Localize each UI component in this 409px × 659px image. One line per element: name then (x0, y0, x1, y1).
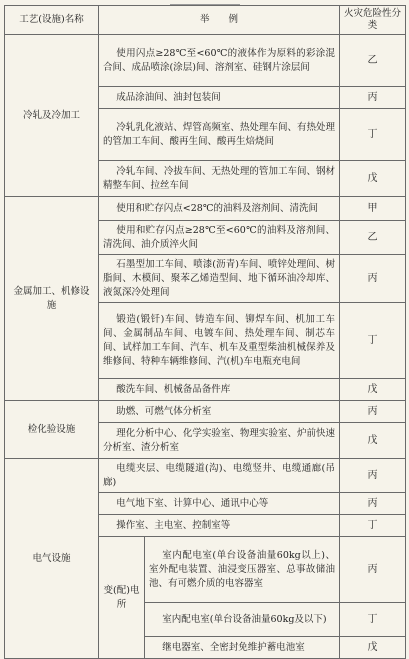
risk-level-cell: 乙 (340, 35, 406, 87)
header-risk: 火灾危险性分类 (340, 6, 406, 35)
example-cell: 使用和贮存闪点≥28℃至<60℃的油料及溶剂间、清洗间、油介质淬火间 (99, 221, 340, 255)
risk-level-cell: 丙 (340, 459, 406, 493)
example-cell: 室内配电室(单台设备油量60kg及以下) (145, 603, 340, 637)
risk-level-cell: 丁 (340, 109, 406, 161)
risk-level-cell: 丙 (340, 401, 406, 423)
category-cell: 检化验设施 (5, 401, 99, 459)
category-cell: 金属加工、机修设施 (5, 197, 99, 401)
example-cell: 酸洗车间、机械备品备件库 (99, 379, 340, 401)
example-cell: 锻造(锻钎)车间、铸造车间、铆焊车间、机加工车间、金属制品车间、电镀车间、热处理车间、制芯车间、试样加工车间、汽车、机车及重型柴油机械保养及维修间、特种车辆维修间、汽(机)车电瓶充电间 (99, 303, 340, 379)
risk-level-cell: 丙 (340, 537, 406, 603)
example-cell: 电缆夹层、电缆隧道(沟)、电缆竖井、电缆通廊(吊廊) (99, 459, 340, 493)
example-cell: 成品涂油间、油封包装间 (99, 87, 340, 109)
example-cell: 电气地下室、计算中心、通讯中心等 (99, 493, 340, 515)
example-cell: 继电器室、全密封免维护蓄电池室 (145, 637, 340, 659)
risk-level-cell: 甲 (340, 197, 406, 221)
risk-level-cell: 丁 (340, 515, 406, 537)
example-cell: 冷轧车间、冷拔车间、无热处理的管加工车间、钢材精整车间、拉丝车间 (99, 161, 340, 197)
example-cell: 操作室、主电室、控制室等 (99, 515, 340, 537)
risk-level-cell: 丙 (340, 87, 406, 109)
risk-level-cell: 丙 (340, 493, 406, 515)
example-cell: 石墨型加工车间、喷漆(沥青)车间、喷锌处理间、树脂间、木模间、聚苯乙烯造型间、地下循环油冷却库、液氮深冷处理间 (99, 255, 340, 303)
example-cell: 理化分析中心、化学实验室、物理实验室、炉前快速分析室、渣分析室 (99, 423, 340, 459)
subcategory-cell: 变(配)电所 (99, 537, 145, 659)
table-row (5, 459, 406, 493)
risk-level-cell: 乙 (340, 221, 406, 255)
fire-risk-table (4, 5, 406, 659)
table-row (5, 401, 406, 423)
example-cell: 冷轧乳化液站、焊管高频室、热处理车间、有热处理的管加工车间、酸再生间、酸再生焙烧间 (99, 109, 340, 161)
risk-level-cell: 丁 (340, 303, 406, 379)
example-cell: 室内配电室(单台设备油量60kg以上)、室外配电装置、油浸变压器室、总事故储油池、有可燃介质的电容器室 (145, 537, 340, 603)
category-cell: 电气设施 (5, 459, 99, 659)
risk-level-cell: 戊 (340, 637, 406, 659)
header-process: 工艺(设施)名称 (5, 6, 99, 35)
table-row (5, 197, 406, 221)
risk-level-cell: 戊 (340, 161, 406, 197)
example-cell: 使用闪点≥28℃至<60℃的液体作为原料的彩涂混合间、成品喷涂(涂层)间、溶剂室、硅钢片涂层间 (99, 35, 340, 87)
header-examples: 举 例 (99, 6, 340, 35)
risk-level-cell: 丙 (340, 255, 406, 303)
risk-level-cell: 丁 (340, 603, 406, 637)
category-cell: 冷轧及冷加工 (5, 35, 99, 197)
risk-level-cell: 戊 (340, 423, 406, 459)
example-cell: 助燃、可燃气体分析室 (99, 401, 340, 423)
table-header-row (5, 6, 406, 35)
example-cell: 使用和贮存闪点<28℃的油料及溶剂间、清洗间 (99, 197, 340, 221)
risk-level-cell: 戊 (340, 379, 406, 401)
table-row (5, 35, 406, 87)
